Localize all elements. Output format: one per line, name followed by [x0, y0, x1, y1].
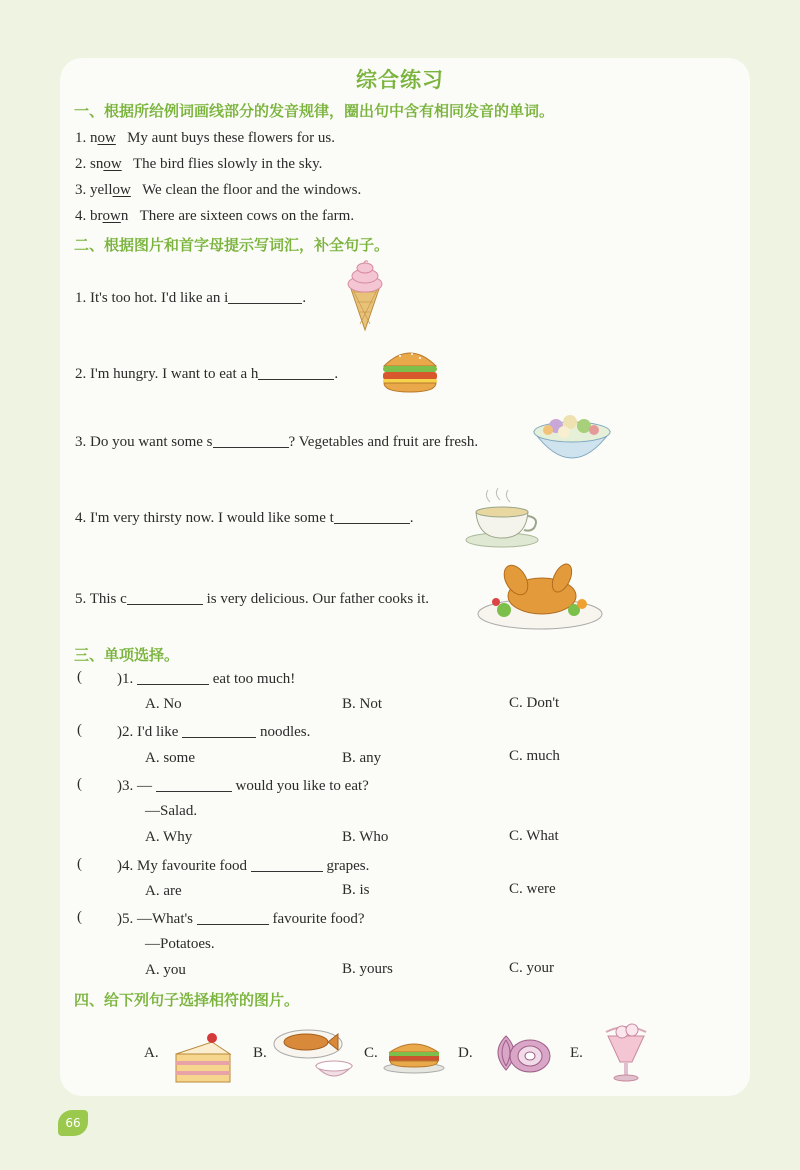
option-c[interactable]: C. What [509, 828, 559, 844]
s1-sentence: My aunt buys these flowers for us. [127, 130, 335, 146]
option-c[interactable]: C. much [509, 748, 560, 764]
s1-sentence: There are sixteen cows on the farm. [139, 208, 355, 224]
picture-label-a: A. [144, 1045, 159, 1061]
section1-heading: 一、根据所给例词画线部分的发音规律，圈出句中含有相同发音的单词。 [74, 102, 555, 120]
option-a[interactable]: A. you [145, 962, 186, 978]
s2-item-4: 4. I'm very thirsty now. I would like some t . [75, 510, 414, 526]
tea-cup-icon [464, 484, 540, 550]
answer-blank[interactable] [334, 508, 410, 524]
option-a[interactable]: A. No [145, 696, 182, 712]
s2-item-1: 1. It's too hot. I'd like an i . [75, 290, 307, 306]
section4-heading: 四、给下列句子选择相符的图片。 [74, 991, 300, 1009]
ice-cream-sundae-icon [598, 1018, 654, 1086]
answer-blank [251, 856, 323, 872]
answer-paren[interactable]: ( [77, 856, 82, 872]
ice-cream-icon [340, 258, 390, 332]
answer-blank[interactable] [213, 432, 289, 448]
answer-paren[interactable]: ( [77, 776, 82, 792]
answer-paren[interactable]: ( [77, 722, 82, 738]
answer-blank [137, 669, 209, 685]
s1-item-4: 4. brown There are sixteen cows on the farm. [75, 208, 355, 224]
s3-question-5: )5. —What's favourite food? [117, 911, 365, 927]
s1-item-2: 2. snow The bird flies slowly in the sky. [75, 156, 323, 172]
picture-label-e: E. [570, 1045, 583, 1061]
s3-question-4: )4. My favourite food grapes. [117, 858, 370, 874]
option-a[interactable]: A. Why [145, 829, 193, 845]
s3-answer-line: —Salad. [145, 803, 198, 819]
answer-blank [197, 909, 269, 925]
example-word: snow [90, 156, 122, 172]
cake-icon [172, 1028, 234, 1084]
option-b[interactable]: B. is [342, 882, 370, 898]
onion-icon [486, 1028, 552, 1074]
s3-answer-line: —Potatoes. [145, 936, 215, 952]
option-b[interactable]: B. Who [342, 829, 389, 845]
s2-item-2: 2. I'm hungry. I want to eat a h . [75, 366, 339, 382]
option-a[interactable]: A. some [145, 750, 195, 766]
title-area [0, 64, 800, 94]
s2-item-3: 3. Do you want some s ? Vegetables and fruit are fresh. [75, 434, 479, 450]
answer-paren[interactable]: ( [77, 909, 82, 925]
option-b[interactable]: B. Not [342, 696, 383, 712]
page-title: 综合练习 [350, 64, 450, 94]
option-b[interactable]: B. any [342, 750, 382, 766]
example-word: now [90, 130, 116, 146]
option-b[interactable]: B. yours [342, 961, 393, 977]
section2-heading: 二、根据图片和首字母提示写词汇，补全句子。 [74, 236, 390, 254]
s1-item-3: 3. yellow We clean the floor and the windows. [75, 182, 362, 198]
s1-item-1: 1. now My aunt buys these flowers for us. [75, 130, 335, 146]
s3-question-2: )2. I'd like noodles. [117, 724, 311, 740]
option-c[interactable]: C. were [509, 881, 556, 897]
s1-sentence: The bird flies slowly in the sky. [132, 156, 323, 172]
answer-blank[interactable] [127, 589, 203, 605]
answer-blank [156, 776, 232, 792]
picture-label-c: C. [364, 1045, 378, 1061]
fish-and-rice-icon [270, 1022, 356, 1086]
picture-label-d: D. [458, 1045, 473, 1061]
option-c[interactable]: C. Don't [509, 695, 560, 711]
option-c[interactable]: C. your [509, 960, 554, 976]
example-word: yellow [90, 182, 131, 198]
s2-item-5: 5. This c is very delicious. Our father cooks it. [75, 591, 430, 607]
sandwich-icon [382, 1034, 446, 1074]
roast-chicken-icon [476, 556, 604, 632]
s3-question-3: )3. — would you like to eat? [117, 778, 369, 794]
s1-sentence: We clean the floor and the windows. [142, 182, 362, 198]
picture-label-b: B. [253, 1045, 267, 1061]
answer-blank [182, 722, 256, 738]
example-word: brown [90, 208, 129, 224]
s3-question-1: )1. eat too much! [117, 671, 296, 687]
option-a[interactable]: A. are [145, 883, 182, 899]
section3-heading: 三、单项选择。 [74, 646, 180, 664]
answer-blank[interactable] [258, 364, 334, 380]
page-number: 66 [58, 1110, 88, 1136]
salad-bowl-icon [530, 404, 614, 470]
answer-paren[interactable]: ( [77, 669, 82, 685]
hamburger-icon [380, 346, 440, 394]
answer-blank[interactable] [228, 288, 302, 304]
